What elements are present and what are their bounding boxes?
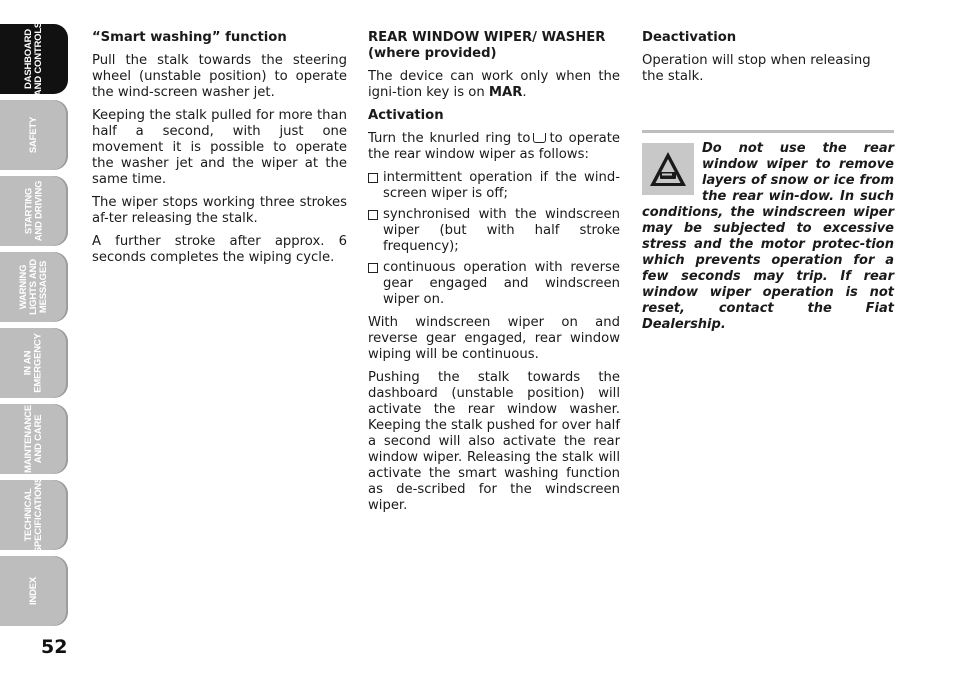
tab-label: SAFETY [28, 116, 39, 154]
tab-in-an-emergency[interactable] [0, 328, 68, 398]
list-item-text: continuous operation with reverse gear engaged and windscreen wiper on. [383, 260, 620, 307]
checkbox-bullet-icon [368, 263, 378, 273]
tab-label: MAINTENANCE AND CARE [23, 405, 44, 473]
list-item [368, 170, 620, 202]
list-item [368, 207, 620, 255]
paragraph: Pull the stalk towards the steering wheel (unstable position) to operate the wind-screen washer jet. [92, 53, 347, 100]
column-deactivation [642, 30, 894, 92]
paragraph: A further stroke after approx. 6 seconds completes the wiping cycle. [92, 234, 347, 265]
section-heading: REAR WINDOW WIPER/ WASHER (where provided) [368, 30, 606, 61]
key-position-mar: MAR [488, 85, 523, 100]
tab-safety[interactable] [0, 100, 68, 170]
section-heading: Deactivation [642, 30, 737, 45]
page-number: 52 [41, 636, 68, 658]
tab-dashboard-and-controls[interactable] [0, 21, 68, 97]
checkbox-bullet-icon [368, 210, 378, 220]
bullet-list [368, 170, 620, 308]
tab-label: IN AN EMERGENCY [23, 333, 44, 393]
paragraph [368, 131, 620, 163]
tab-maintenance-and-care[interactable] [0, 404, 68, 474]
section-heading: “Smart washing” function [92, 30, 287, 45]
paragraph: With windscreen wiper on and reverse gear engaged, rear window wiping will be continuous. [368, 315, 620, 362]
tab-label: TECHNICAL SPECIFICATIONS [23, 476, 45, 554]
paragraph [368, 69, 620, 101]
tab-label: STARTING AND DRIVING [22, 180, 44, 242]
list-item [368, 260, 620, 308]
tab-label: WARNING LIGHTS AND MESSAGES [17, 259, 49, 315]
checkbox-bullet-icon [368, 173, 378, 183]
tab-label: INDEX [27, 576, 39, 606]
tab-index[interactable] [0, 556, 68, 626]
text-span: to operate the rear window wiper as follows: [368, 131, 620, 162]
column-smart-washing [92, 30, 347, 273]
text-span: The device can work only when the igni-tion key is on [368, 69, 620, 100]
text-span: . [522, 85, 527, 100]
warning-triangle-icon [642, 143, 694, 195]
divider [642, 130, 894, 133]
tab-warning-lights-and-messages[interactable] [0, 252, 68, 322]
rear-wiper-icon [533, 133, 546, 143]
warning-box [642, 130, 894, 333]
list-item-text: intermittent operation if the wind-screen wiper is off; [383, 170, 620, 201]
tab-label: DASHBOARD AND CONTROLS [23, 21, 44, 97]
column-rear-window-wiper [368, 30, 620, 521]
list-item-text: synchronised with the windscreen wiper (but with half stroke frequency); [383, 207, 620, 254]
tab-technical-specifications[interactable] [0, 476, 68, 554]
text-span: Turn the knurled ring to [368, 131, 531, 146]
warning-text: Do not use the rear window wiper to remove layers of snow or ice from the rear win-dow. In such conditions, the windscreen wiper may be subjected to excessive stress and the motor protec-tion which prevents operation for a few seconds may trip. If rear window wiper operation is not reset, contact the Fiat Dealership. [642, 141, 894, 332]
paragraph: The wiper stops working three strokes af-ter releasing the stalk. [92, 195, 347, 226]
paragraph: Pushing the stalk towards the dashboard (unstable position) will activate the rear window washer. Keeping the stalk pushed for over half a second will also activate the rear window wiper. Releasing the stalk will activate the smart washing function as de-scribed for the windscreen wiper. [368, 370, 620, 513]
subheading-activation: Activation [368, 108, 444, 123]
paragraph: Operation will stop when releasing the stalk. [642, 53, 871, 84]
paragraph: Keeping the stalk pulled for more than half a second, with just one movement it is possible to operate the washer jet and the wiper at the same time. [92, 108, 347, 187]
tab-starting-and-driving[interactable] [0, 176, 68, 246]
